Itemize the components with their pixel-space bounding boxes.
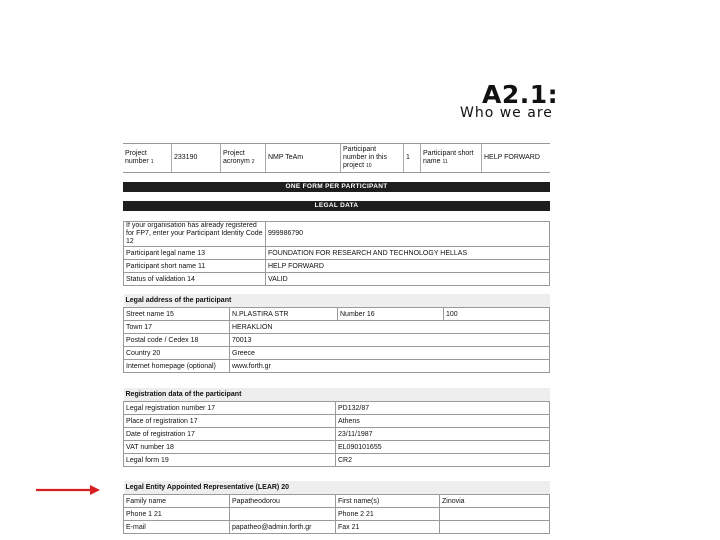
legal-data-table [123, 221, 550, 286]
table-row [124, 428, 550, 441]
legal-form-label: Legal form 19 [124, 454, 336, 467]
legal-form-value: CR2 [336, 454, 550, 467]
page-subtitle: Who we are [460, 105, 553, 121]
date-label: Date of registration 17 [124, 428, 336, 441]
table-row [124, 222, 550, 247]
reg-number-value: PD132/87 [336, 402, 550, 415]
table-row [124, 347, 550, 360]
section-heading-row [124, 388, 550, 402]
homepage-label: Internet homepage (optional) [124, 360, 230, 373]
table-row [124, 360, 550, 373]
project-acronym-label: Project acronym 2 [221, 144, 266, 172]
legal-name-value: FOUNDATION FOR RESEARCH AND TECHNOLOGY HELLAS [266, 247, 550, 260]
project-header [123, 143, 550, 173]
phone1-label: Phone 1 21 [124, 508, 230, 521]
number-label: Number 16 [338, 308, 444, 321]
one-form-bar: ONE FORM PER PARTICIPANT [123, 182, 550, 192]
participant-short-name-label: Participant short name 11 [421, 144, 482, 172]
fax-value [440, 521, 550, 534]
table-row [124, 273, 550, 286]
first-name-label: First name(s) [336, 495, 440, 508]
pointer-arrow-icon [36, 482, 102, 498]
table-row [124, 308, 550, 321]
place-value: Athens [336, 415, 550, 428]
table-row [124, 495, 550, 508]
legal-name-label: Participant legal name 13 [124, 247, 266, 260]
pic-label: If your organisation has already registered for FP7, enter your Participant Identity Code 12 [124, 222, 266, 247]
country-value: Greece [230, 347, 550, 360]
place-label: Place of registration 17 [124, 415, 336, 428]
reg-number-label: Legal registration number 17 [124, 402, 336, 415]
participant-number-value: 1 [404, 144, 421, 172]
validation-value: VALID [266, 273, 550, 286]
town-value: HERAKLION [230, 321, 550, 334]
postal-label: Postal code / Cedex 18 [124, 334, 230, 347]
short-name-value: HELP FORWARD [266, 260, 550, 273]
phone1-value [230, 508, 336, 521]
email-label: E-mail [124, 521, 230, 534]
date-value: 23/11/1987 [336, 428, 550, 441]
homepage-value: www.forth.gr [230, 360, 550, 373]
short-name-label: Participant short name 11 [124, 260, 266, 273]
street-label: Street name 15 [124, 308, 230, 321]
section-heading-row [124, 481, 550, 495]
phone2-label: Phone 2 21 [336, 508, 440, 521]
town-label: Town 17 [124, 321, 230, 334]
lear-table [123, 481, 550, 534]
table-row [124, 441, 550, 454]
phone2-value [440, 508, 550, 521]
legal-address-table [123, 294, 550, 373]
validation-label: Status of validation 14 [124, 273, 266, 286]
table-row [124, 334, 550, 347]
number-value: 100 [444, 308, 550, 321]
participant-short-name-value: HELP FORWARD [484, 154, 540, 161]
family-name-label: Family name [124, 495, 230, 508]
table-row [124, 247, 550, 260]
project-number-value: 233190 [172, 144, 221, 172]
vat-value: EL090101655 [336, 441, 550, 454]
registration-table [123, 388, 550, 467]
table-row [124, 521, 550, 534]
street-value: N.PLASTIRA STR [230, 308, 338, 321]
pic-value: 999986790 [266, 222, 550, 247]
registration-heading: Registration data of the participant [124, 388, 550, 402]
legal-data-bar: LEGAL DATA [123, 201, 550, 211]
address-heading: Legal address of the participant [124, 294, 550, 308]
project-acronym-value: NMP TeAm [266, 144, 341, 172]
first-name-value: Zinovia [440, 495, 550, 508]
table-row [124, 508, 550, 521]
postal-value: 70013 [230, 334, 550, 347]
country-label: Country 20 [124, 347, 230, 360]
page-title: A2.1: [482, 80, 559, 109]
family-name-value: Papatheodorou [230, 495, 336, 508]
vat-label: VAT number 18 [124, 441, 336, 454]
email-value: papatheo@admin.forth.gr [230, 521, 336, 534]
table-row [124, 415, 550, 428]
project-number-label: Project number 1 [123, 144, 172, 172]
table-row [124, 260, 550, 273]
participant-number-label: Participant number in this project 10 [341, 144, 404, 172]
lear-heading: Legal Entity Appointed Representative (LEAR) 20 [124, 481, 550, 495]
fax-label: Fax 21 [336, 521, 440, 534]
table-row [124, 454, 550, 467]
table-row [124, 321, 550, 334]
table-row [124, 402, 550, 415]
section-heading-row [124, 294, 550, 308]
